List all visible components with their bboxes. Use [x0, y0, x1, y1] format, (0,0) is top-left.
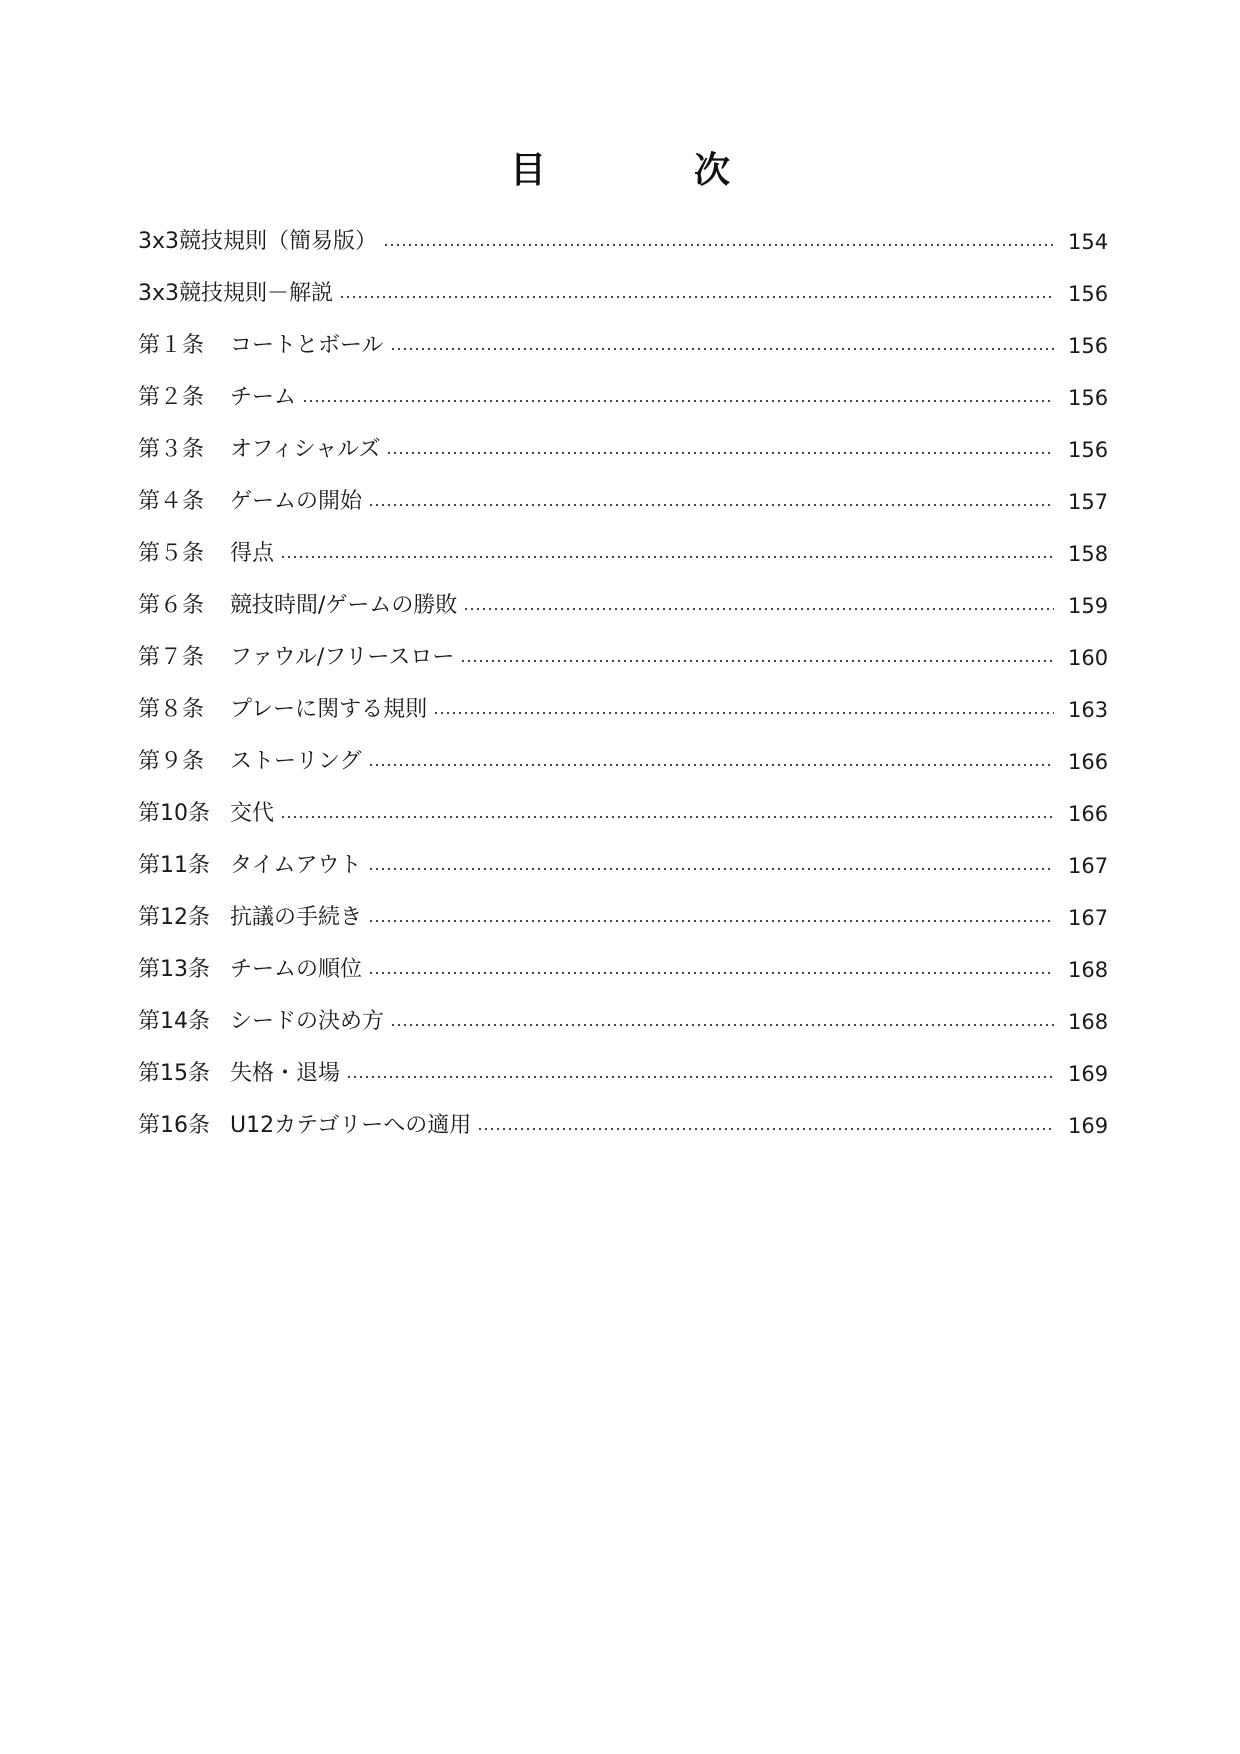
toc-entry-label: 3x3競技規則（簡易版）: [138, 229, 378, 254]
toc-entry-label: 交代: [230, 801, 275, 826]
dot-leader: [390, 347, 1054, 351]
toc-entry-page: 166: [1068, 750, 1109, 774]
toc-entry-number: 第13条: [138, 957, 210, 982]
toc-entry-number: 第11条: [138, 853, 210, 878]
toc-entry-number: 第１条: [138, 333, 205, 358]
dot-leader: [460, 659, 1054, 663]
dot-leader: [386, 451, 1054, 455]
toc-entry-page: 168: [1068, 958, 1109, 982]
dot-leader: [346, 1075, 1054, 1079]
toc-entry-label: 3x3競技規則－解説: [138, 281, 334, 306]
toc-entry[interactable]: [138, 580, 1108, 632]
toc-entry[interactable]: [138, 216, 1108, 268]
toc-entry[interactable]: [138, 476, 1108, 528]
dot-leader: [383, 243, 1054, 247]
toc-entry-label: ストーリング: [230, 749, 362, 774]
toc-entry-page: 156: [1068, 438, 1109, 462]
toc-entry-label: タイムアウト: [230, 853, 362, 878]
toc-entry-label: 競技時間/ゲームの勝敗: [230, 593, 458, 618]
page-title: 目 次: [509, 150, 786, 192]
dot-leader: [368, 763, 1054, 767]
toc-entry-page: 156: [1068, 334, 1109, 358]
toc-entry[interactable]: [138, 1100, 1108, 1152]
toc-entry-number: 第15条: [138, 1061, 210, 1086]
toc-entry-number: 第３条: [138, 437, 205, 462]
toc-entry[interactable]: [138, 892, 1108, 944]
dot-leader: [368, 919, 1054, 923]
dot-leader: [477, 1127, 1054, 1131]
toc-entry-number: 第７条: [138, 645, 205, 670]
dot-leader: [433, 711, 1054, 715]
toc-entry-number: 第12条: [138, 905, 210, 930]
toc-entry-label: ファウル/フリースロー: [230, 645, 455, 670]
toc-entry[interactable]: [138, 320, 1108, 372]
toc-entry-page: 169: [1068, 1114, 1109, 1138]
toc-entry-number: 第16条: [138, 1113, 210, 1138]
toc-entry-number: 第８条: [138, 697, 205, 722]
toc-entry[interactable]: [138, 528, 1108, 580]
toc-entry[interactable]: [138, 268, 1108, 320]
toc-entry[interactable]: [138, 944, 1108, 996]
toc-entry-page: 168: [1068, 1010, 1109, 1034]
toc-entry-label: チームの順位: [230, 957, 363, 982]
toc-entry-label: U12カテゴリーへの適用: [230, 1113, 472, 1138]
toc-entry-page: 167: [1068, 854, 1109, 878]
dot-leader: [302, 399, 1054, 403]
toc-entry-page: 159: [1068, 594, 1109, 618]
toc-entry-page: 154: [1068, 230, 1109, 254]
dot-leader: [368, 503, 1054, 507]
table-of-contents: [138, 216, 1108, 1152]
toc-entry[interactable]: [138, 372, 1108, 424]
toc-entry-label: オフィシャルズ: [230, 437, 381, 462]
dot-leader: [280, 555, 1054, 559]
dot-leader: [339, 295, 1054, 299]
toc-entry-page: 163: [1068, 698, 1109, 722]
toc-entry-page: 169: [1068, 1062, 1109, 1086]
toc-entry-number: 第９条: [138, 749, 205, 774]
toc-entry[interactable]: [138, 1048, 1108, 1100]
toc-entry[interactable]: [138, 996, 1108, 1048]
toc-entry-label: 抗議の手続き: [230, 905, 363, 930]
toc-entry-page: 156: [1068, 282, 1109, 306]
toc-entry-number: 第５条: [138, 541, 205, 566]
toc-entry-page: 158: [1068, 542, 1109, 566]
toc-entry-number: 第２条: [138, 385, 205, 410]
dot-leader: [463, 607, 1054, 611]
toc-entry-label: チーム: [230, 385, 297, 410]
dot-leader: [368, 867, 1054, 871]
toc-entry[interactable]: [138, 684, 1108, 736]
toc-entry-label: コートとボール: [230, 333, 384, 358]
toc-entry[interactable]: [138, 632, 1108, 684]
dot-leader: [368, 971, 1054, 975]
toc-entry-label: ゲームの開始: [230, 489, 363, 514]
toc-entry-number: 第６条: [138, 593, 205, 618]
toc-entry-label: シードの決め方: [230, 1009, 385, 1034]
dot-leader: [280, 815, 1054, 819]
toc-entry-number: 第14条: [138, 1009, 210, 1034]
toc-entry[interactable]: [138, 424, 1108, 476]
toc-entry-page: 166: [1068, 802, 1109, 826]
toc-entry-label: 失格・退場: [230, 1061, 341, 1086]
toc-entry-page: 167: [1068, 906, 1109, 930]
toc-entry[interactable]: [138, 840, 1108, 892]
toc-entry-number: 第４条: [138, 489, 205, 514]
dot-leader: [390, 1023, 1054, 1027]
toc-entry[interactable]: [138, 788, 1108, 840]
toc-entry[interactable]: [138, 736, 1108, 788]
toc-entry-label: プレーに関する規則: [230, 697, 428, 722]
toc-entry-page: 160: [1068, 646, 1109, 670]
toc-entry-label: 得点: [230, 541, 275, 566]
toc-entry-number: 第10条: [138, 801, 210, 826]
toc-entry-page: 156: [1068, 386, 1109, 410]
toc-entry-page: 157: [1068, 490, 1109, 514]
